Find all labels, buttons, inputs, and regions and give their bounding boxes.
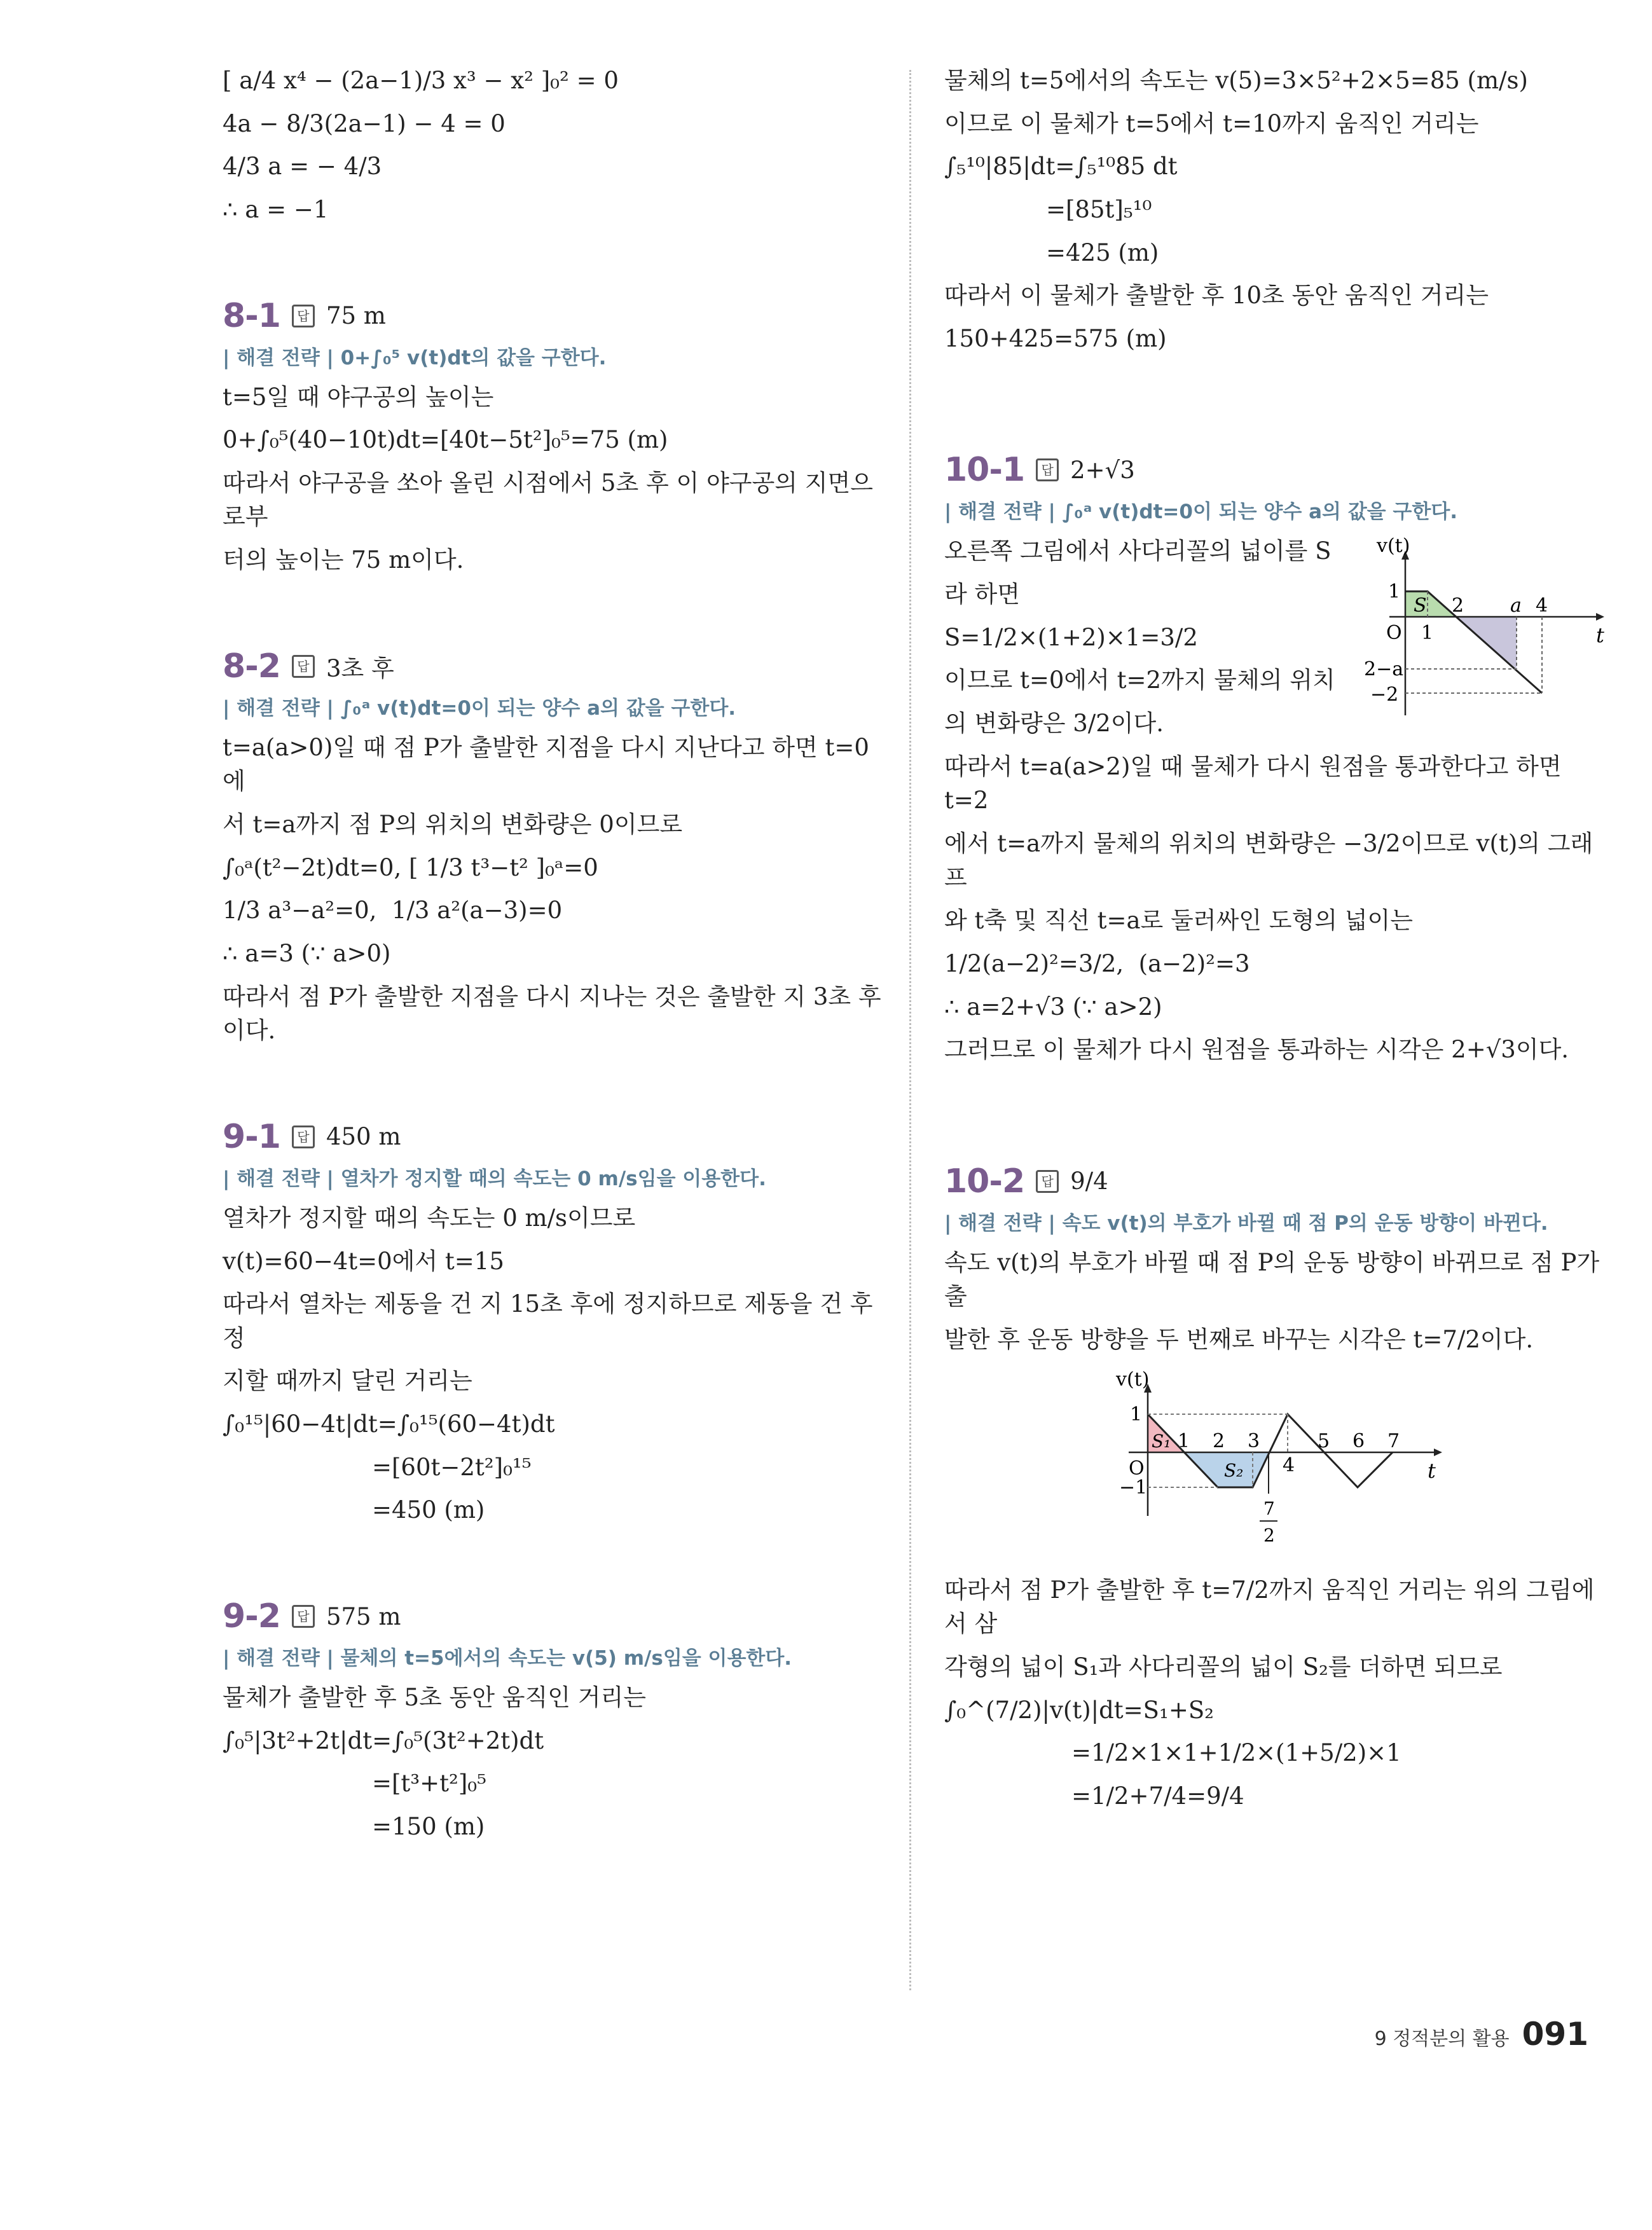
equation-line: 4a − 8/3(2a−1) − 4 = 0	[223, 109, 506, 137]
t-axis-label: t	[1428, 1458, 1436, 1483]
text-with-figure	[944, 534, 1606, 749]
solution-line: 150+425=575 (m)	[944, 324, 1167, 352]
answer-icon: 답	[1036, 458, 1059, 481]
tick-label: 1	[1130, 1403, 1143, 1426]
problem-header	[223, 1118, 884, 1156]
chapter-title: 9 정적분의 활용	[1374, 2028, 1510, 2050]
solution-strategy: | 해결 전략 | 열차가 정지할 때의 속도는 0 m/s임을 이용한다.	[223, 1167, 766, 1190]
problem-8-1	[223, 297, 884, 577]
page-number: 091	[1522, 2016, 1588, 2053]
equation-line: [ a/4 x⁴ − (2a−1)/3 x³ − x² ]₀² = 0	[223, 67, 619, 94]
tick-label: −2	[1370, 684, 1399, 706]
solution-strategy: | 해결 전략 | 물체의 t=5에서의 속도는 v(5) m/s임을 이용한다.	[223, 1647, 792, 1670]
solution-line: =1/2×1×1+1/2×(1+5/2)×1	[1071, 1739, 1401, 1767]
equation-line: ∴ a = −1	[223, 195, 329, 223]
solution-line: 각형의 넓이 S₁과 사다리꼴의 넓이 S₂를 더하면 되므로	[944, 1653, 1503, 1681]
problem-number: 8-2	[223, 647, 280, 685]
solution-line: ∫₀ᵃ(t²−2t)dt=0, [ 1/3 t³−t² ]₀ᵃ=0	[223, 853, 598, 881]
solution-line: 오른쪽 그림에서 사다리꼴의 넓이를 S	[944, 537, 1332, 565]
t-axis-label: t	[1596, 623, 1604, 648]
solution-line: ∫₅¹⁰|85|dt=∫₅¹⁰85 dt	[944, 153, 1178, 181]
answer-icon: 답	[292, 1605, 315, 1628]
answer-value: 575 m	[326, 1602, 401, 1630]
problem-10-1	[944, 451, 1606, 1066]
solution-line: ∫₀⁵|3t²+2t|dt=∫₀⁵(3t²+2t)dt	[223, 1726, 544, 1754]
solution-line: 서 t=a까지 점 P의 위치의 변화량은 0이므로	[223, 811, 683, 839]
area-s1-label: S₁	[1152, 1430, 1171, 1452]
left-column	[223, 64, 884, 1853]
solution-line: 따라서 점 P가 출발한 지점을 다시 지나는 것은 출발한 지 3초 후이다.	[223, 982, 881, 1045]
right-column	[944, 64, 1606, 1822]
solution-strategy: | 해결 전략 | ∫₀ᵃ v(t)dt=0이 되는 양수 a의 값을 구한다.	[944, 500, 1458, 524]
solution-line: 속도 v(t)의 부호가 바뀔 때 점 P의 운동 방향이 바뀌므로 점 P가 출	[944, 1248, 1607, 1311]
answer-value: 2+√3	[1070, 456, 1135, 484]
area-s2-label: S₂	[1224, 1459, 1244, 1481]
problem-9-2	[223, 1597, 884, 1844]
problem-10-2	[944, 1162, 1606, 1814]
solution-line: S=1/2×(1+2)×1=3/2	[944, 623, 1198, 651]
problem-header	[223, 297, 884, 335]
answer-icon: 답	[292, 655, 315, 678]
answer-value: 9/4	[1070, 1167, 1108, 1195]
solution-strategy: | 해결 전략 | 0+∫₀⁵ v(t)dt의 값을 구한다.	[223, 346, 607, 369]
solution-line: ∫₀¹⁵|60−4t|dt=∫₀¹⁵(60−4t)dt	[223, 1410, 555, 1438]
solution-line: t=a(a>0)일 때 점 P가 출발한 지점을 다시 지난다고 하면 t=0에	[223, 733, 869, 795]
continuation-block	[944, 64, 1606, 355]
tick-label: a	[1510, 595, 1522, 617]
origin-label: O	[1129, 1457, 1145, 1480]
t-axis-arrow	[1434, 1449, 1442, 1456]
solution-line: =[60t−2t²]₀¹⁵	[372, 1453, 532, 1481]
tick-label: 7	[1387, 1429, 1400, 1452]
problem-header	[944, 451, 1606, 489]
problem-8-2	[223, 647, 884, 1048]
side-text	[944, 534, 1351, 749]
solution-line: 따라서 점 P가 출발한 후 t=7/2까지 움직인 거리는 위의 그림에서 삼	[944, 1576, 1595, 1638]
solution-line: 에서 t=a까지 물체의 위치의 변화량은 −3/2이므로 v(t)의 그래프	[944, 829, 1593, 891]
tick-label: 1	[1178, 1429, 1190, 1452]
equation-line: 4/3 a = − 4/3	[223, 153, 382, 181]
tick-label: 6	[1353, 1429, 1365, 1452]
problem-number: 10-2	[944, 1162, 1025, 1201]
solution-line: 와 t축 및 직선 t=a로 둘러싸인 도형의 넓이는	[944, 907, 1413, 935]
velocity-graph-10-1	[1364, 534, 1606, 725]
page-footer	[1375, 2016, 1588, 2053]
solution-line: =450 (m)	[372, 1496, 485, 1524]
solution-line: 물체의 t=5에서의 속도는 v(5)=3×5²+2×5=85 (m/s)	[944, 67, 1528, 94]
solution-line: ∫₀^(7/2)|v(t)|dt=S₁+S₂	[944, 1696, 1215, 1724]
problem-header	[223, 1597, 884, 1635]
fraction-denominator: 2	[1263, 1524, 1275, 1546]
solution-line: 물체가 출발한 후 5초 동안 움직인 거리는	[223, 1684, 646, 1712]
solution-line: 열차가 정지할 때의 속도는 0 m/s이므로	[223, 1204, 636, 1232]
area-label: S	[1414, 595, 1427, 617]
solution-line: 따라서 열차는 제동을 건 지 15초 후에 정지하므로 제동을 건 후 정	[223, 1290, 881, 1352]
problem-number: 10-1	[944, 451, 1025, 490]
tick-label: 4	[1536, 595, 1548, 617]
solution-line: t=5일 때 야구공의 높이는	[223, 383, 494, 411]
solution-line: v(t)=60−4t=0에서 t=15	[223, 1247, 504, 1275]
solution-line: 따라서 야구공을 쏘아 올린 시점에서 5초 후 이 야구공의 지면으로부	[223, 469, 873, 531]
solution-line: 그러므로 이 물체가 다시 원점을 통과하는 시각은 2+√3이다.	[944, 1036, 1569, 1064]
answer-value: 75 m	[326, 302, 386, 330]
solution-strategy: | 해결 전략 | ∫₀ᵃ v(t)dt=0이 되는 양수 a의 값을 구한다.	[223, 696, 736, 720]
solution-line: =425 (m)	[1046, 238, 1159, 266]
solution-line: =[t³+t²]₀⁵	[372, 1770, 486, 1798]
solution-line: 따라서 t=a(a>2)일 때 물체가 다시 원점을 통과한다고 하면 t=2	[944, 752, 1569, 815]
solution-line: 1/3 a³−a²=0, 1/3 a²(a−3)=0	[223, 897, 563, 925]
tick-label: 2	[1213, 1429, 1225, 1452]
problem-number: 9-1	[223, 1117, 280, 1156]
problem-header	[944, 1162, 1606, 1201]
tick-label: −1	[1119, 1476, 1148, 1499]
solution-line: 발한 후 운동 방향을 두 번째로 바꾸는 시각은 t=7/2이다.	[944, 1326, 1534, 1354]
v-axis-label: v(t)	[1377, 535, 1410, 558]
tick-label: 2	[1452, 595, 1464, 617]
solution-line: 터의 높이는 75 m이다.	[223, 546, 464, 574]
v-axis-label: v(t)	[1116, 1369, 1150, 1391]
solution-line: 라 하면	[944, 581, 1020, 609]
tick-label: 1	[1388, 581, 1401, 603]
problem-header	[223, 647, 884, 685]
problem-number: 8-1	[223, 296, 280, 335]
answer-icon: 답	[292, 1125, 315, 1148]
answer-icon: 답	[1036, 1170, 1059, 1193]
velocity-graph-10-2	[1091, 1370, 1447, 1560]
origin-label: O	[1386, 622, 1402, 645]
tick-label: 3	[1248, 1429, 1260, 1452]
solution-line: =[85t]₅¹⁰	[1046, 195, 1152, 223]
solution-line: 0+∫₀⁵(40−10t)dt=[40t−5t²]₀⁵=75 (m)	[223, 426, 668, 454]
solution-line: =1/2+7/4=9/4	[1071, 1782, 1244, 1810]
answer-value: 450 m	[326, 1123, 401, 1151]
answer-value: 3초 후	[326, 654, 394, 682]
solution-line: 1/2(a−2)²=3/2, (a−2)²=3	[944, 949, 1250, 977]
tick-label: 1	[1421, 622, 1434, 645]
t-axis-arrow	[1596, 613, 1604, 621]
solution-line: 이므로 이 물체가 t=5에서 t=10까지 움직인 거리는	[944, 109, 1479, 137]
solution-line: 의 변화량은 3/2이다.	[944, 710, 1164, 738]
problem-number: 9-2	[223, 1597, 280, 1636]
continuation-block	[223, 64, 884, 227]
solution-line: 이므로 t=0에서 t=2까지 물체의 위치	[944, 666, 1335, 694]
column-divider	[909, 70, 911, 1990]
problem-9-1	[223, 1118, 884, 1527]
solution-line: =150 (m)	[372, 1812, 485, 1840]
solution-line: ∴ a=3 (∵ a>0)	[223, 939, 391, 967]
tick-label: 2−a	[1364, 658, 1404, 681]
fraction-numerator: 7	[1263, 1497, 1275, 1519]
solution-strategy: | 해결 전략 | 속도 v(t)의 부호가 바뀔 때 점 P의 운동 방향이 바뀐다.	[944, 1211, 1548, 1235]
solution-line: 지할 때까지 달린 거리는	[223, 1367, 472, 1395]
solution-line: 따라서 이 물체가 출발한 후 10초 동안 움직인 거리는	[944, 282, 1489, 310]
tick-label: 4	[1283, 1454, 1295, 1476]
answer-icon: 답	[292, 305, 315, 327]
tick-label: 5	[1318, 1429, 1330, 1452]
solution-line: ∴ a=2+√3 (∵ a>2)	[944, 993, 1162, 1021]
